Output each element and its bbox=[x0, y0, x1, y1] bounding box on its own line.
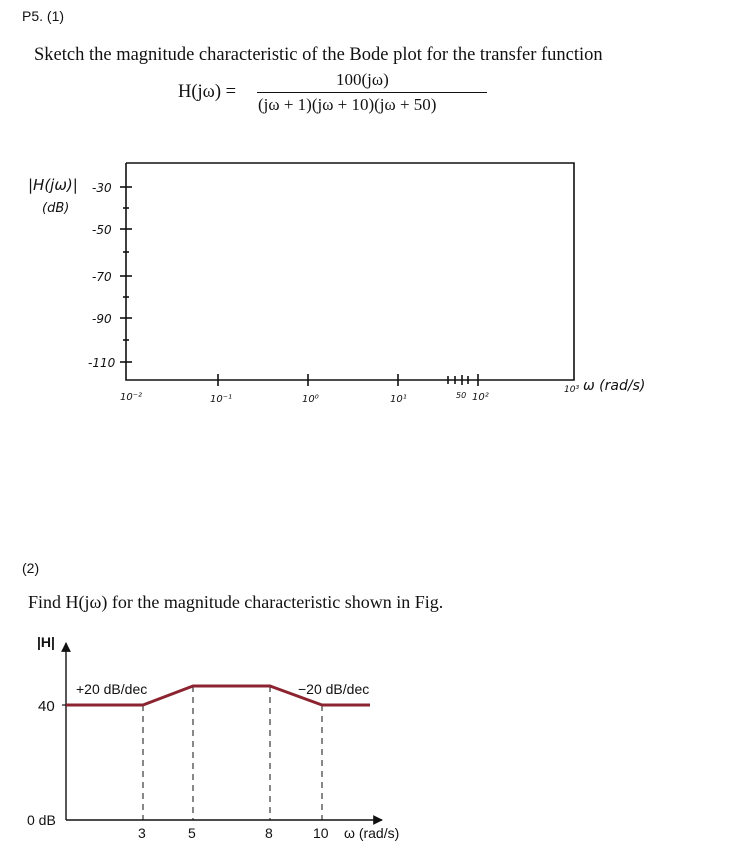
transfer-function-denominator: (jω + 1)(jω + 10)(jω + 50) bbox=[258, 95, 437, 114]
y-axis-label: |H| bbox=[37, 634, 55, 650]
y-tick-label: -90 bbox=[92, 312, 112, 326]
x-tick-label: 5 bbox=[188, 825, 196, 841]
x-tick-label: 10¹ bbox=[390, 394, 407, 405]
part2-label: (2) bbox=[22, 560, 40, 576]
y-tick-label: -50 bbox=[92, 223, 112, 237]
x-tick-label: 10² bbox=[472, 392, 489, 403]
y-tick-label: -30 bbox=[92, 181, 112, 195]
x-axis-label: ω (rad/s) bbox=[583, 378, 646, 394]
x-axis-label: ω (rad/s) bbox=[344, 825, 400, 841]
y-axis-label-unit: (dB) bbox=[42, 201, 70, 216]
y-axis-label: |H(jω)| bbox=[28, 176, 78, 194]
x-tick-label: 10⁰ bbox=[302, 394, 319, 405]
x-tick-label: 3 bbox=[138, 825, 146, 841]
x-tick-label: 8 bbox=[265, 825, 273, 841]
x-tick-label: 10⁻² bbox=[120, 392, 143, 403]
y-tick-label-0db: 0 dB bbox=[27, 812, 56, 828]
slope-annotation-fall: −20 dB/dec bbox=[298, 681, 370, 697]
y-tick-label: -70 bbox=[92, 270, 112, 284]
y-tick-label-40: 40 bbox=[38, 698, 55, 715]
problem-label: P5. (1) bbox=[22, 8, 65, 24]
x-tick-label: 10 bbox=[313, 825, 329, 841]
slope-annotation-rise: +20 dB/dec bbox=[76, 681, 148, 697]
transfer-function-lhs: H(jω) = bbox=[178, 82, 237, 102]
x-tick-label: 10⁻¹ bbox=[210, 394, 233, 405]
y-tick-label: -110 bbox=[88, 356, 116, 370]
x-tick-label: 10³ bbox=[564, 385, 580, 395]
part2-instruction: Find H(jω) for the magnitude characteristic shown in Fig. bbox=[28, 592, 444, 612]
problem-instruction: Sketch the magnitude characteristic of the Bode plot for the transfer function bbox=[34, 45, 603, 65]
x-tick-label: 50 bbox=[456, 391, 467, 400]
transfer-function-numerator: 100(jω) bbox=[336, 70, 389, 89]
